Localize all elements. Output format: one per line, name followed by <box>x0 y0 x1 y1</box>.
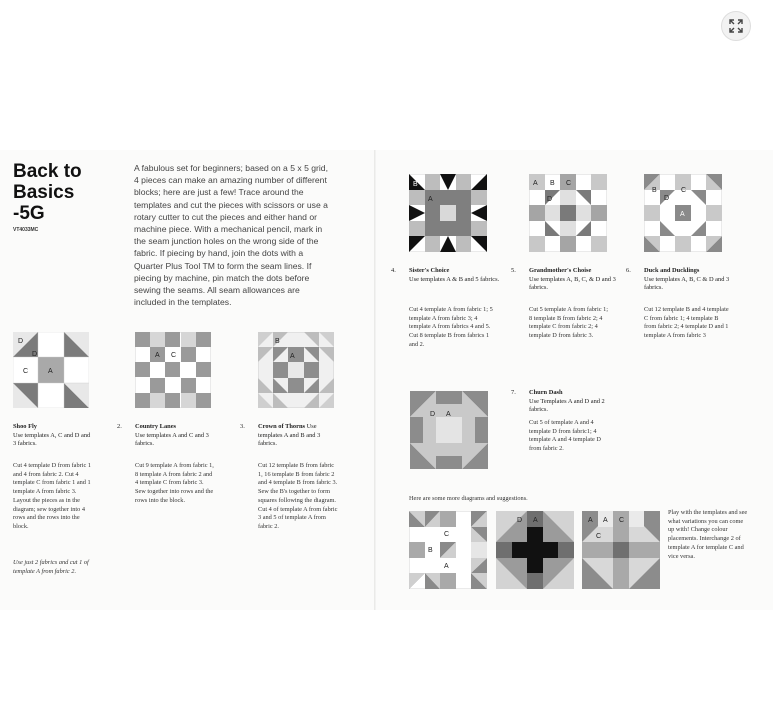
label-a: A <box>533 180 538 187</box>
suggestion-diagram-2 <box>496 511 574 589</box>
block-2-title: Country Lanes Use templates A and C and 3 fabrics. <box>135 423 209 448</box>
country-lanes-diagram <box>135 332 211 408</box>
block-5-title: Grandmother's Choise Use templates A, B, C, & D and 3 fabrics. <box>529 267 616 292</box>
label-a: A <box>588 517 593 524</box>
label-a: A <box>680 211 685 218</box>
label-b: B <box>652 187 657 194</box>
label-a: A <box>446 411 451 418</box>
suggestions-text: Play with the templates and see what variations you can come up with! Change colour placements. Interchange 2 of template A for template C and vice versa. <box>668 509 748 560</box>
label-c: C <box>23 368 29 375</box>
block-7-steps: Cut 5 of template A and 4 template D from fabric1; 4 template A and 4 template D from fabric 2. <box>529 419 601 453</box>
label-a: A <box>533 517 538 524</box>
label-d: D <box>547 196 553 203</box>
block-5-steps: Cut 5 template A from fabric 1; 8 template B from fabric 2; 4 template C from fabric 2; 4 template D from fabric 3. <box>529 306 609 340</box>
duck-and-ducklings-diagram <box>644 174 722 252</box>
label-a: A <box>155 352 160 359</box>
churn-dash-diagram <box>410 391 488 469</box>
sisters-choice-diagram <box>409 174 487 252</box>
block-6-steps: Cut 12 template B and 4 template C from fabric 1; 4 template B from fabric 2; 4 template D and 1 template A from fabric 3 <box>644 306 729 340</box>
block-4-steps: Cut 4 template A from fabric 1; 5 template A from fabric 3; 4 template A from fabrics 4 and 5. Cut 8 template B from fabrics 1 and 2. <box>409 306 493 348</box>
block-1-steps: Cut 4 template D from fabric 1 and 4 from fabric 2. Cut 4 template C from fabric 1 and 1 template A from fabric 3. Layout the pieces as in the diagram; sew together into 4 rows and the rows into the block. <box>13 462 91 530</box>
label-c: C <box>444 531 450 538</box>
intro-text: A fabulous set for beginners; based on a 5 x 5 grid, 4 pieces can make an amazing number of different blocks; here are just a few! Trace around the templates and cut the pieces with scissors or use a rotary cutter to cut the pieces and either hand or machine piece. With a mechanical pencil, mark in the seam junction holes on the wrong side of the fabric. If piecing by hand, join the dots with a Quarter Plus Tool TM to form the seam lines. If piecing by machine, pin match the dots before sewing the seams. All seam allowances are included in the templates. <box>134 163 328 308</box>
suggestion-diagram-3 <box>582 511 660 589</box>
block-7-number: 7. <box>511 389 516 396</box>
expand-button[interactable] <box>721 11 751 41</box>
label-b: B <box>413 181 418 188</box>
label-c: C <box>681 187 687 194</box>
block-3-number: 3. <box>240 423 245 430</box>
crown-of-thorns-diagram <box>258 332 334 408</box>
label-d: D <box>18 338 24 345</box>
label-d: D <box>517 517 523 524</box>
label-a: A <box>290 353 295 360</box>
block-5-number: 5. <box>511 267 516 274</box>
product-code: VT4033MC <box>13 227 39 233</box>
label-c: C <box>619 517 625 524</box>
grandmothers-choise-diagram <box>529 174 607 252</box>
page-fold <box>374 150 376 610</box>
instruction-sheet <box>0 150 773 610</box>
block-6-title: Duck and Ducklings Use templates A, B, C & D and 3 fabrics. <box>644 267 730 292</box>
label-a: A <box>48 368 53 375</box>
block-1-title: Shoo Fly Use templates A, C and D and 3 fabrics. <box>13 423 91 448</box>
label-a: A <box>444 563 449 570</box>
block-7-title: Churn Dash Use Templates A and D and 2 fabrics. <box>529 389 605 414</box>
label-d: D <box>664 195 670 202</box>
label-d: D <box>430 411 436 418</box>
block-4-title: Sister's Choice Use templates A & B and 5 fabrics. <box>409 267 500 283</box>
block-1-note: Use just 2 fabrics and cut 1 of template A from fabric 2. <box>13 559 89 575</box>
block-3-title: Crown of Thorns Use templates A and B and 3 fabrics. <box>258 423 321 448</box>
page-title: Back to Basics -5G <box>13 161 82 224</box>
label-c: C <box>171 352 177 359</box>
block-2-steps: Cut 9 template A from fabric 1, 8 template A from fabric 2 and 4 template C from fabric 3. Sew together into rows and the rows into the block. <box>135 462 214 504</box>
label-b: B <box>275 338 280 345</box>
block-2-number: 2. <box>117 423 122 430</box>
label-b: B <box>428 547 433 554</box>
label-a: A <box>428 196 433 203</box>
label-c: C <box>566 180 572 187</box>
block-4-number: 4. <box>391 267 396 274</box>
label-c: C <box>596 533 602 540</box>
block-6-number: 6. <box>626 267 631 274</box>
suggestion-diagram-1 <box>409 511 487 589</box>
label-b: B <box>550 180 555 187</box>
label-d: D <box>32 351 38 358</box>
suggestions-heading: Here are some more diagrams and suggestions. <box>409 495 528 502</box>
label-a: A <box>603 517 608 524</box>
block-3-steps: Cut 12 template B from fabric 1, 16 template B from fabric 2 and 4 template B from fabric 3. Sew the B's together to form squares following the diagram. Cut 4 of template A from fabric 3 and 5 of template A from fabric 2. <box>258 462 338 530</box>
shoo-fly-diagram <box>13 332 89 408</box>
expand-icon <box>729 19 743 33</box>
